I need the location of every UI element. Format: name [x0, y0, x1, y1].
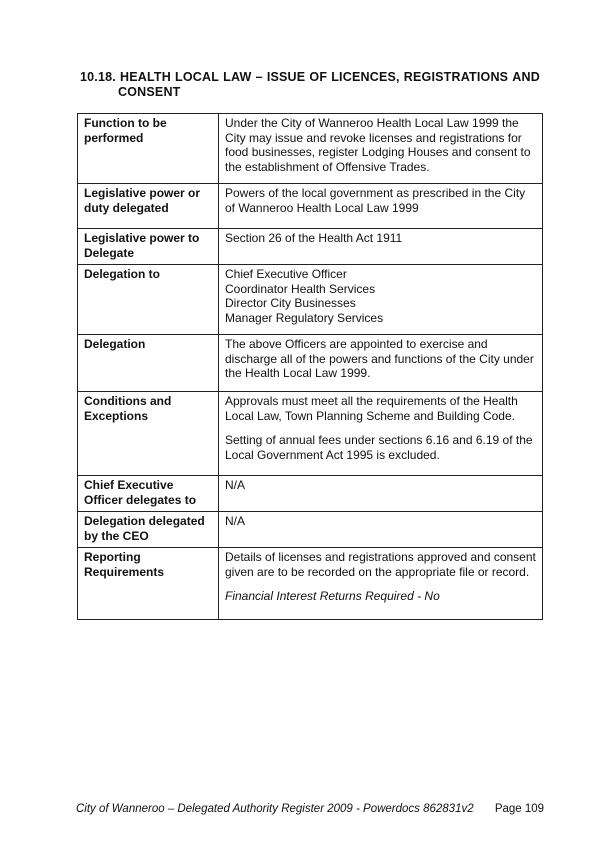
row-value [219, 476, 543, 512]
title-word: LOCAL [175, 70, 220, 84]
title-word: ISSUE [266, 70, 306, 84]
title-word: LAW [223, 70, 252, 84]
value-text: Details of licenses and registrations approved and consent given are to be recorded on the appropriate file or record. [225, 550, 536, 579]
value-text: N/A [225, 478, 246, 492]
title-word: REGISTRATIONS [403, 70, 509, 84]
footer-text: City of Wanneroo – Delegated Authority Register 2009 - Powerdocs 862831v2 [76, 803, 474, 815]
title-word: AND [512, 70, 540, 84]
row-value [219, 265, 543, 335]
row-value [219, 548, 543, 620]
row-label: Function to be performed [78, 114, 219, 184]
table-row [78, 548, 543, 620]
row-label: Legislative power to Delegate [78, 229, 219, 265]
delegate-name: Manager Regulatory Services [225, 310, 384, 325]
page-number: Page 109 [494, 803, 545, 815]
table-row [78, 476, 543, 512]
row-label: Delegation [78, 335, 219, 392]
row-label: Conditions and Exceptions [78, 392, 219, 476]
delegate-name: Chief Executive Officer [225, 267, 347, 281]
row-value [219, 114, 543, 184]
table-row [78, 229, 543, 265]
row-value [219, 335, 543, 392]
row-value [219, 392, 543, 476]
section-heading [80, 70, 540, 100]
table-row [78, 512, 543, 548]
section-title-line1 [120, 70, 540, 85]
value-text: Under the City of Wanneroo Health Local Law 1999 the City may issue and revoke licenses and registrations for food businesses, register Lodging Houses and consent to the establishment of Offensive Trades. [225, 116, 531, 174]
table-row [78, 114, 543, 184]
title-word: HEALTH [120, 70, 171, 84]
value-text: Powers of the local government as prescribed in the City of Wanneroo Health Local Law 1999 [225, 186, 526, 215]
value-text: Setting of annual fees under sections 6.16 and 6.19 of the Local Government Act 1995 is excluded. [225, 433, 533, 462]
row-value [219, 512, 543, 548]
value-text: N/A [225, 514, 246, 528]
row-value [219, 184, 543, 229]
title-word: – [255, 70, 263, 84]
title-word: OF [309, 70, 328, 84]
value-text: The above Officers are appointed to exercise and discharge all of the powers and functions of the City under the Health Local Law 1999. [225, 337, 534, 380]
table-row [78, 335, 543, 392]
row-value [219, 229, 543, 265]
value-text: Section 26 of the Health Act 1911 [225, 231, 403, 245]
row-label: Legislative power or duty delegated [78, 184, 219, 229]
table-row [78, 184, 543, 229]
value-text: Approvals must meet all the requirements of the Health Local Law, Town Planning Scheme and Building Code. [225, 394, 518, 423]
page-footer [76, 803, 544, 815]
section-number: 10.18. [80, 70, 116, 84]
section-title-line2: CONSENT [118, 85, 181, 99]
row-label: Delegation delegated by the CEO [78, 512, 219, 548]
delegate-name: Director City Businesses [225, 296, 356, 310]
title-word: LICENCES, [331, 70, 400, 84]
table-row [78, 392, 543, 476]
delegation-table [77, 113, 543, 620]
financial-interest-note: Financial Interest Returns Required - No [225, 589, 440, 603]
row-label: Reporting Requirements [78, 548, 219, 620]
delegate-name: Coordinator Health Services [225, 281, 376, 296]
table-row [78, 265, 543, 335]
row-label: Chief Executive Officer delegates to [78, 476, 219, 512]
row-label: Delegation to [78, 265, 219, 335]
